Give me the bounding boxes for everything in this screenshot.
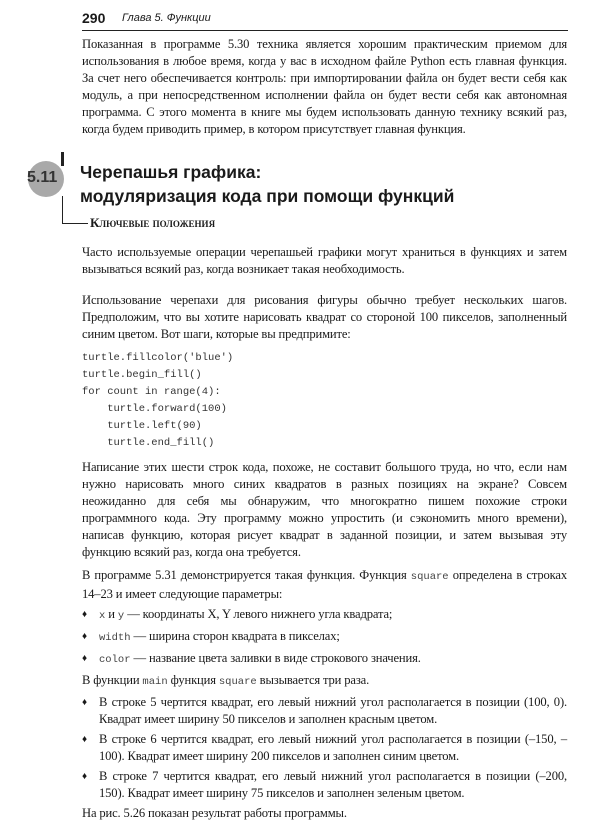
- bullet-diamond-icon: ♦: [82, 609, 87, 620]
- section-marker-bar: [61, 152, 64, 166]
- inline-code: main: [142, 676, 168, 688]
- bullet-diamond-icon: ♦: [82, 771, 87, 782]
- inline-code: width: [99, 632, 131, 644]
- list-item: [82, 694, 567, 728]
- closing-paragraph: На рис. 5.26 показан результат работы программы.: [82, 806, 347, 820]
- page-number: 290: [82, 10, 106, 26]
- list-item: [82, 768, 567, 802]
- text: — координаты X, Y левого нижнего угла квадрата;: [124, 607, 393, 621]
- section-heading: [0, 152, 600, 244]
- page-body: [0, 36, 600, 822]
- bullet-diamond-icon: ♦: [82, 734, 87, 745]
- section-title-line1: Черепашья графика:: [80, 162, 262, 182]
- key-points-label: Ключевые положения: [90, 215, 216, 230]
- text: В программе 5.31 демонстрируется такая функция. Функция: [82, 568, 411, 582]
- bullet-diamond-icon: ♦: [82, 653, 87, 664]
- text: В строке 5 чертится квадрат, его левый нижний угол располагается в позиции (100, 0). Квадрат имеет ширину 50 пикселов и заполнен красным цветом.: [99, 695, 567, 726]
- section-number: 5.11: [27, 169, 58, 186]
- bullet-diamond-icon: ♦: [82, 631, 87, 642]
- bullet-diamond-icon: ♦: [82, 697, 87, 708]
- inline-code: square: [218, 676, 257, 688]
- text: и: [105, 607, 118, 621]
- section-title: [80, 160, 454, 208]
- section-title-line2: модуляризация кода при помощи функций: [80, 186, 455, 206]
- text: определена в строках 14–23 и имеет следующие параметры:: [82, 568, 568, 601]
- text: функция: [167, 673, 219, 687]
- chapter-title: Глава 5. Функции: [122, 12, 211, 24]
- inline-code: x: [99, 610, 106, 622]
- header-rule: [82, 30, 568, 31]
- text: В функции: [82, 673, 143, 687]
- list-item: [82, 606, 567, 625]
- list-item: [82, 628, 567, 647]
- section-bracket-vertical: [62, 196, 63, 223]
- list-item: [82, 650, 567, 669]
- list-item: [82, 731, 567, 765]
- text: В строке 7 чертится квадрат, его левый нижний угол располагается в позиции (–200, 150). Квадрат имеет ширину 75 пикселов и заполнен зеленым цветом.: [99, 769, 567, 800]
- section-bracket-horizontal: [62, 223, 88, 224]
- inline-code: square: [410, 571, 449, 583]
- text: — название цвета заливки в виде строкового значения.: [130, 651, 421, 665]
- intro-paragraph: Показанная в программе 5.30 техника является хорошим практическим приемом для использования в любое время, когда у вас в исходном файле Python есть главная функция. За счет него обеспечивается контроль: при импортировании файла он будет вести себя как модуль, а при непосредственном исполнении файла он будет вести себя как автономная программа. С этого момента в книге мы будем использовать данную технику всякий раз, когда будем приводить пример, в котором присутствует главная функция.: [82, 37, 567, 136]
- paragraph-4: [82, 567, 567, 603]
- inline-code: color: [99, 654, 131, 666]
- text: вызывается три раза.: [256, 673, 370, 687]
- paragraph-5: [82, 672, 567, 691]
- key-points-text: Часто используемые операции черепашьей графики могут храниться в функциях и затем вызываться всякий раз, когда возникает такая необходимость.: [82, 245, 567, 276]
- paragraph-2: Использование черепахи для рисования фигуры обычно требует нескольких шагов. Предположим, что вы хотите нарисовать квадрат со стороной 100 пикселов, заполненный синим цветом. Вот шаги, которые вы предпримите:: [82, 293, 567, 341]
- code-listing: turtle.fillcolor('blue') turtle.begin_fill() for count in range(4): turtle.forward(100) turtle.left(90) turtle.end_fill(): [82, 352, 234, 449]
- text: — ширина сторон квадрата в пикселах;: [130, 629, 340, 643]
- paragraph-3: Написание этих шести строк кода, похоже, не составит большого труда, но что, если нам нужно нарисовать много синих квадратов в разных позициях на экране? Совсем неожиданно для себя мы обнаружим, что многократно пишем похожие строки программного кода. Эту программу можно упростить (и сэкономить много времени), написав функцию, которая рисует квадрат в заданной позиции, и затем вызывая эту функцию всякий раз, когда она требуется.: [82, 460, 567, 559]
- inline-code: y: [117, 610, 125, 622]
- text: В строке 6 чертится квадрат, его левый нижний угол располагается в позиции (–150, –100). Квадрат имеет ширину 200 пикселов и заполнен синим цветом.: [99, 732, 567, 763]
